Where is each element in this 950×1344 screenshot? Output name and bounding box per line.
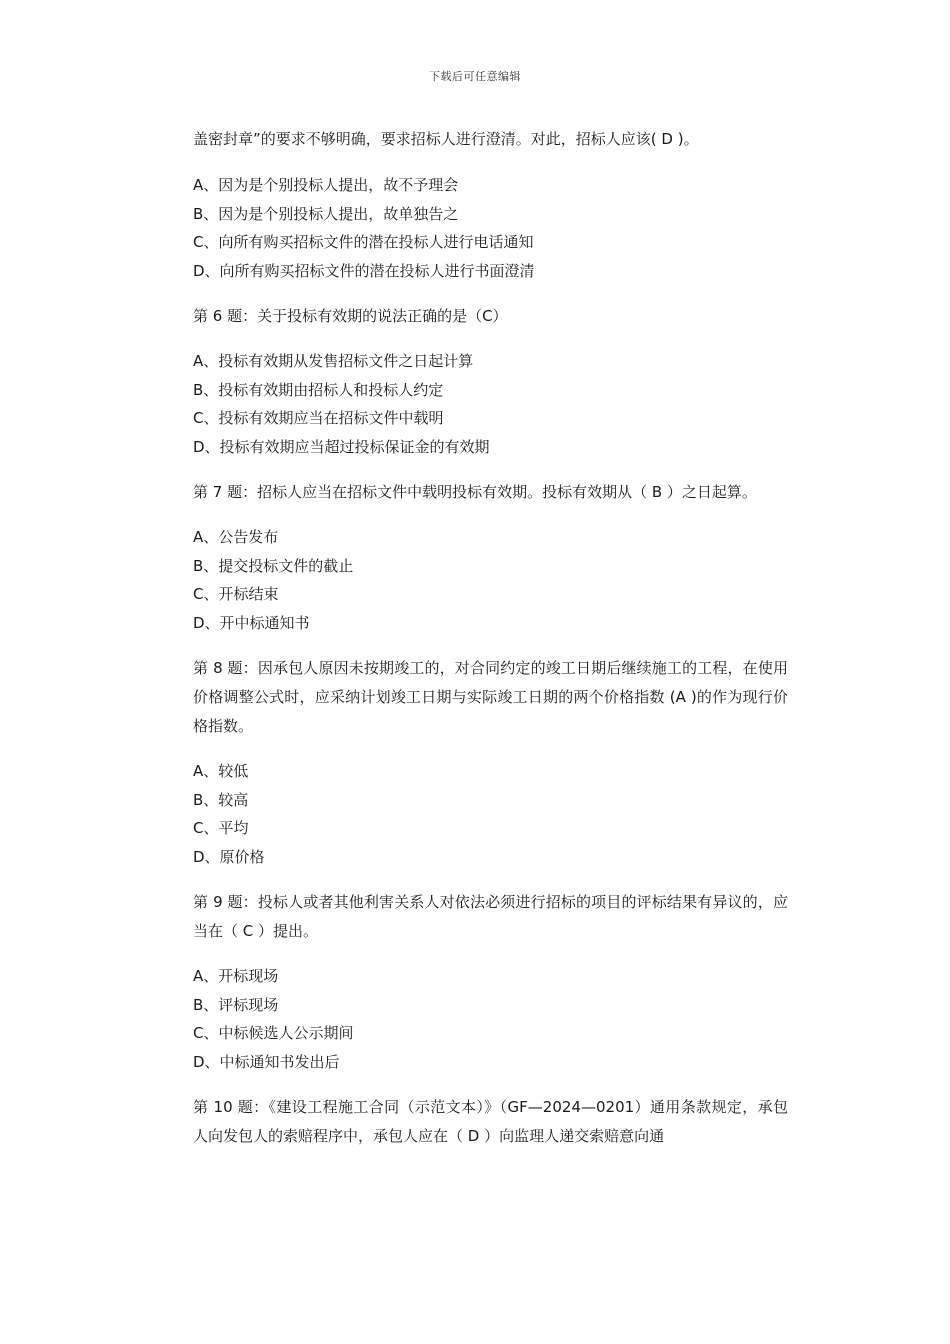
question-8 bbox=[193, 654, 788, 871]
option-item: A、较低 bbox=[193, 762, 249, 780]
option-item: A、因为是个别投标人提出，故不予理会 bbox=[193, 176, 459, 194]
option-item: B、评标现场 bbox=[193, 995, 279, 1014]
option-item: A、公告发布 bbox=[193, 528, 279, 546]
question-text: 第 6 题：关于投标有效期的说法正确的是（C） bbox=[193, 307, 508, 325]
option-list bbox=[193, 171, 788, 285]
option-item: B、提交投标文件的截止 bbox=[193, 556, 354, 575]
option-item: C、开标结束 bbox=[193, 585, 279, 603]
option-item: B、投标有效期由招标人和投标人约定 bbox=[193, 380, 444, 399]
header-note: 下载后可任意编辑 bbox=[429, 70, 521, 83]
question-text: 第 9 题：投标人或者其他利害关系人对依法必须进行招标的项目的评标结果有异议的，应当在（ C ）提出。 bbox=[193, 893, 788, 940]
option-item: D、原价格 bbox=[193, 847, 265, 866]
question-9 bbox=[193, 888, 788, 1076]
question-text: 盖密封章”的要求不够明确，要求招标人进行澄清。对此，招标人应该( D )。 bbox=[193, 130, 699, 148]
option-list bbox=[193, 523, 788, 637]
question-text: 第 10 题：《建设工程施工合同（示范文本）》（GF—2024—0201）通用条款规定，承包人向发包人的索赔程序中，承包人应在（ D ）向监理人递交索赔意向通 bbox=[193, 1098, 788, 1145]
option-item: B、较高 bbox=[193, 790, 249, 809]
option-item: D、开中标通知书 bbox=[193, 613, 310, 632]
question-7 bbox=[193, 478, 788, 637]
option-item: B、因为是个别投标人提出，故单独告之 bbox=[193, 204, 459, 223]
question-text: 第 7 题：招标人应当在招标文件中载明投标有效期。投标有效期从（ B ）之日起算。 bbox=[193, 483, 757, 501]
document-content bbox=[193, 125, 788, 1167]
option-item: D、中标通知书发出后 bbox=[193, 1052, 340, 1071]
option-item: C、投标有效期应当在招标文件中载明 bbox=[193, 409, 444, 427]
option-list bbox=[193, 757, 788, 871]
option-item: D、向所有购买招标文件的潜在投标人进行书面澄清 bbox=[193, 261, 535, 280]
question-text: 第 8 题：因承包人原因未按期竣工的，对合同约定的竣工日期后继续施工的工程，在使用价格调整公式时，应采纳计划竣工日期与实际竣工日期的两个价格指数 (A )的作为现行价格指数。 bbox=[193, 659, 788, 735]
option-list bbox=[193, 347, 788, 461]
question-10 bbox=[193, 1093, 788, 1151]
option-item: C、平均 bbox=[193, 819, 249, 837]
option-list bbox=[193, 962, 788, 1076]
option-item: A、开标现场 bbox=[193, 967, 279, 985]
question-intro bbox=[193, 125, 788, 285]
option-item: D、投标有效期应当超过投标保证金的有效期 bbox=[193, 437, 490, 456]
option-item: C、向所有购买招标文件的潜在投标人进行电话通知 bbox=[193, 233, 534, 251]
option-item: A、投标有效期从发售招标文件之日起计算 bbox=[193, 352, 474, 370]
question-6 bbox=[193, 302, 788, 461]
option-item: C、中标候选人公示期间 bbox=[193, 1024, 354, 1042]
